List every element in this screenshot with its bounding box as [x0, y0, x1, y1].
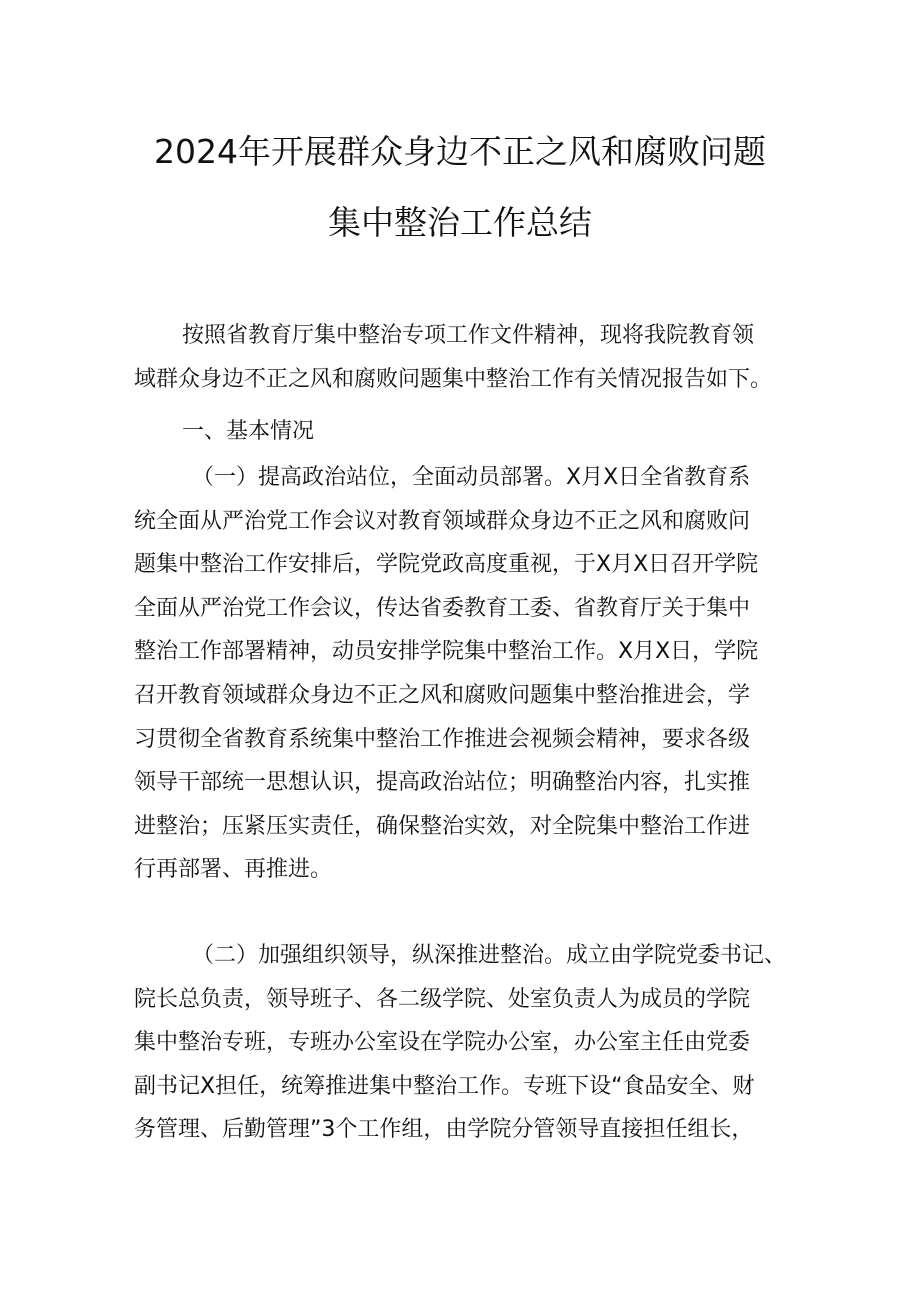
paragraph-line: 题集中整治工作安排后，学院党政高度重视，于X月X日召开学院: [134, 552, 759, 578]
paragraph-2: [134, 934, 794, 1152]
section-heading-basic-situation: [134, 410, 794, 454]
section-heading: 一、基本情况: [182, 419, 315, 444]
paragraph-line: （二）加强组织领导，纵深推进整治。成立由学院党委书记、: [192, 943, 787, 968]
intro-paragraph: [134, 314, 794, 401]
paragraph-line: 召开教育领域群众身边不正之风和腐败问题集中整治推进会，学: [134, 682, 751, 708]
paragraph-line: 领导干部统一思想认识，提高政治站位；明确整治内容，扎实推: [134, 770, 751, 796]
paragraph-line: 整治工作部署精神，动员安排学院集中整治工作。X月X日，学院: [134, 639, 759, 665]
paragraph-line: 集中整治专班，专班办公室设在学院办公室，办公室主任由党委: [134, 1030, 751, 1056]
paragraph-line: 习贯彻全省教育系统集中整治工作推进会视频会精神，要求各级: [134, 726, 751, 752]
paragraph-line: 副书记X担任，统筹推进集中整治工作。专班下设“食品安全、财: [134, 1073, 755, 1099]
paragraph-line: 统全面从严治党工作会议对教育领域群众身边不正之风和腐败问: [134, 508, 751, 534]
paragraph-line: 域群众身边不正之风和腐败问题集中整治工作有关情况报告如下。: [134, 366, 773, 392]
paragraph-line: 按照省教育厅集中整治专项工作文件精神，现将我院教育领: [182, 323, 755, 348]
paragraph-line: 全面从严治党工作会议，传达省委教育工委、省教育厅关于集中: [134, 595, 751, 621]
document-title-line-2: 集中整治工作总结: [328, 203, 592, 242]
document-title-line-1: 2024年开展群众身边不正之风和腐败问题: [154, 132, 766, 171]
paragraph-line: 行再部署、再推进。: [134, 857, 333, 883]
paragraph-line: （一）提高政治站位，全面动员部署。X月X日全省教育系: [192, 465, 751, 490]
paragraph-line: 院长总负责，领导班子、各二级学院、处室负责人为成员的学院: [134, 986, 751, 1012]
paragraph-1: [134, 456, 794, 892]
paragraph-line: 进整治；压紧压实责任，确保整治实效，对全院集中整治工作进: [134, 813, 751, 839]
paragraph-line: 务管理、后勤管理”3个工作组，由学院分管领导直接担任组长，: [134, 1117, 754, 1143]
